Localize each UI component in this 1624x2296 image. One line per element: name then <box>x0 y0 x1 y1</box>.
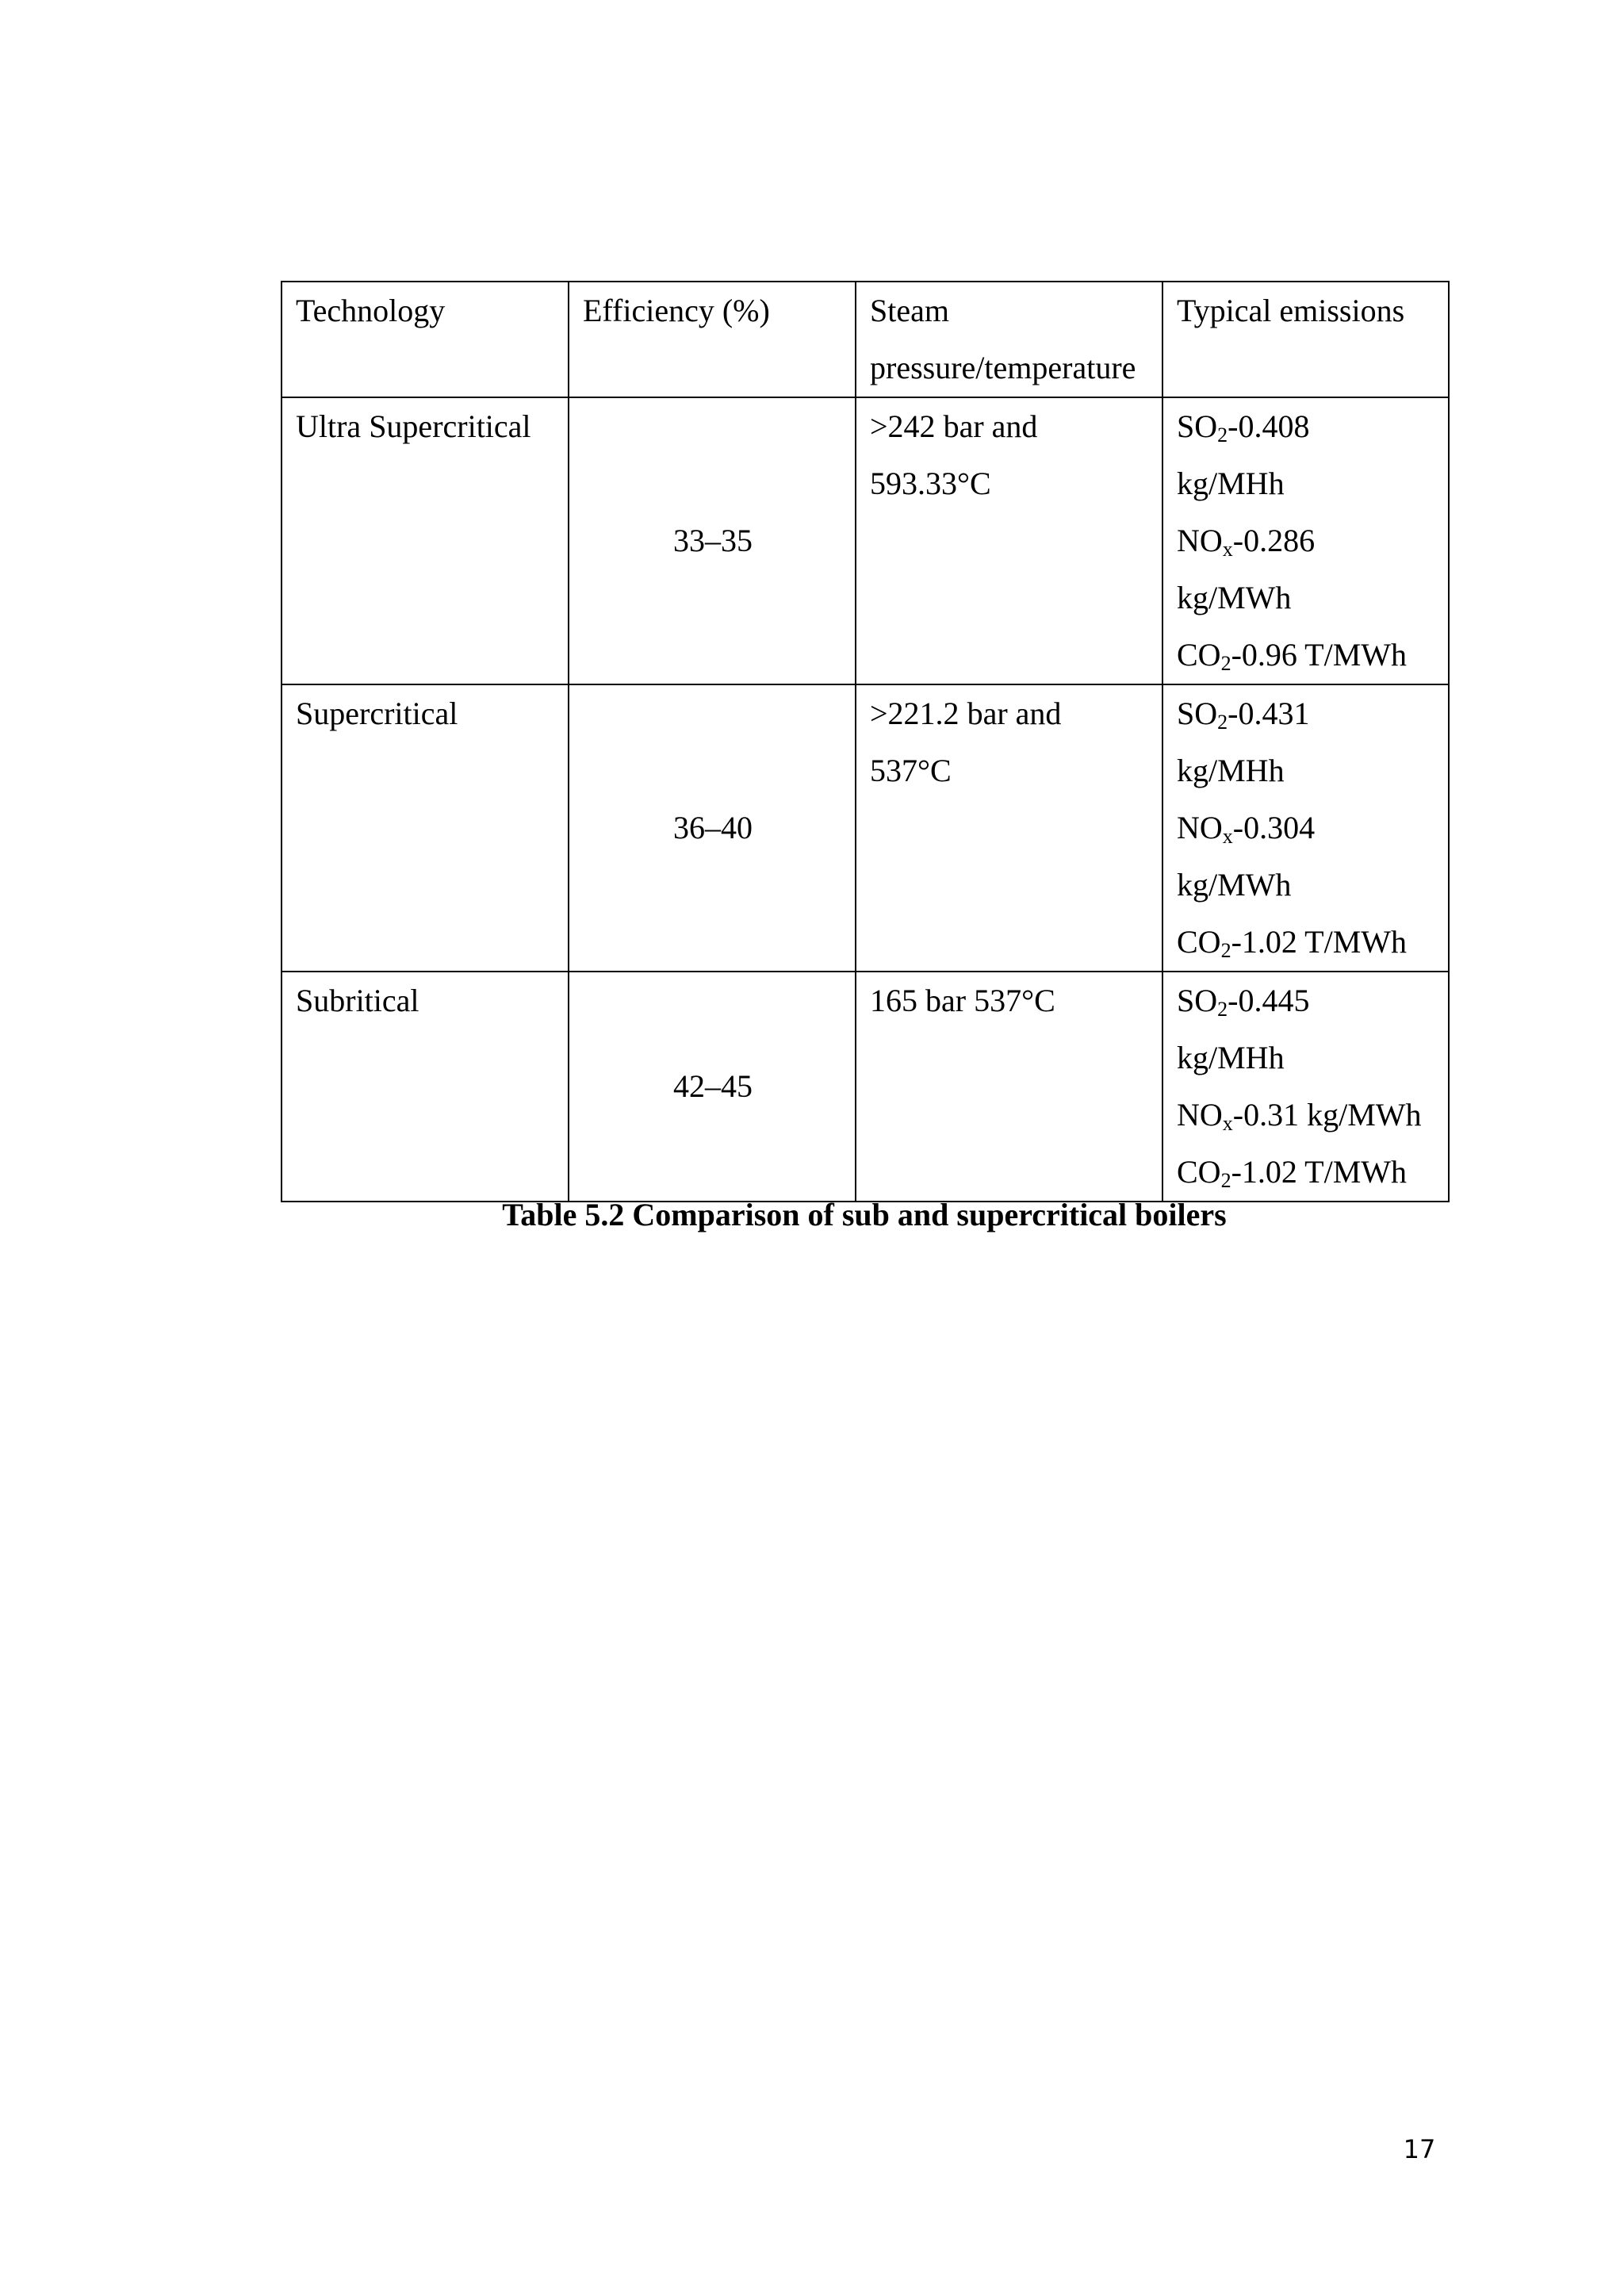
cell-emissions: $SO_2-0.445$ kg/MHh $NO_x-0.31$ kg/MWh $CO_2-1.02$ T/MWh <box>1162 972 1449 1202</box>
so2-emission: $SO_2-0.431$ <box>1177 696 1310 734</box>
header-typical-emissions: Typical emissions <box>1162 282 1449 397</box>
co2-emission: $CO_2-1.02$ T/MWh <box>1177 1154 1408 1192</box>
boiler-comparison-table <box>281 281 1450 1202</box>
cell-steam-conditions: >242 bar and 593.33°C <box>856 397 1162 684</box>
cell-steam-conditions: >221.2 bar and 537°C <box>856 684 1162 972</box>
cell-technology: Supercritical <box>282 684 569 972</box>
cell-technology: Subritical <box>282 972 569 1202</box>
table-caption: Table 5.2 Comparison of sub and supercritical boilers <box>502 1197 1227 1232</box>
so2-emission: $SO_2-0.408$ <box>1177 408 1310 447</box>
cell-steam-conditions: 165 bar 537°C <box>856 972 1162 1202</box>
header-steam-pressure-temperature: Steam pressure/temperature <box>856 282 1162 397</box>
nox-emission: $NO_x-0.286$ <box>1177 523 1316 561</box>
cell-emissions: $SO_2-0.431$ kg/MHh $NO_x-0.304$ kg/MWh $CO_2-1.02$ T/MWh <box>1162 684 1449 972</box>
table-row <box>282 684 1449 972</box>
so2-emission: $SO_2-0.445$ <box>1177 983 1310 1021</box>
header-technology: Technology <box>282 282 569 397</box>
cell-efficiency: 36–40 <box>569 684 856 972</box>
page-number: 17 <box>1403 2134 1436 2164</box>
nox-emission: $NO_x-0.31$ kg/MWh <box>1177 1097 1422 1135</box>
nox-emission: $NO_x-0.304$ <box>1177 810 1316 848</box>
co2-emission: $CO_2-0.96$ T/MWh <box>1177 637 1408 675</box>
cell-efficiency: 42–45 <box>569 972 856 1202</box>
cell-emissions: $SO_2-0.408$ kg/MHh $NO_x-0.286$ kg/MWh $CO_2-0.96$ T/MWh <box>1162 397 1449 684</box>
table-row <box>282 397 1449 684</box>
table-header-row <box>282 282 1449 397</box>
table-row <box>282 972 1449 1202</box>
header-efficiency: Efficiency (%) <box>569 282 856 397</box>
cell-efficiency: 33–35 <box>569 397 856 684</box>
cell-technology: Ultra Supercritical <box>282 397 569 684</box>
co2-emission: $CO_2-1.02$ T/MWh <box>1177 924 1408 962</box>
